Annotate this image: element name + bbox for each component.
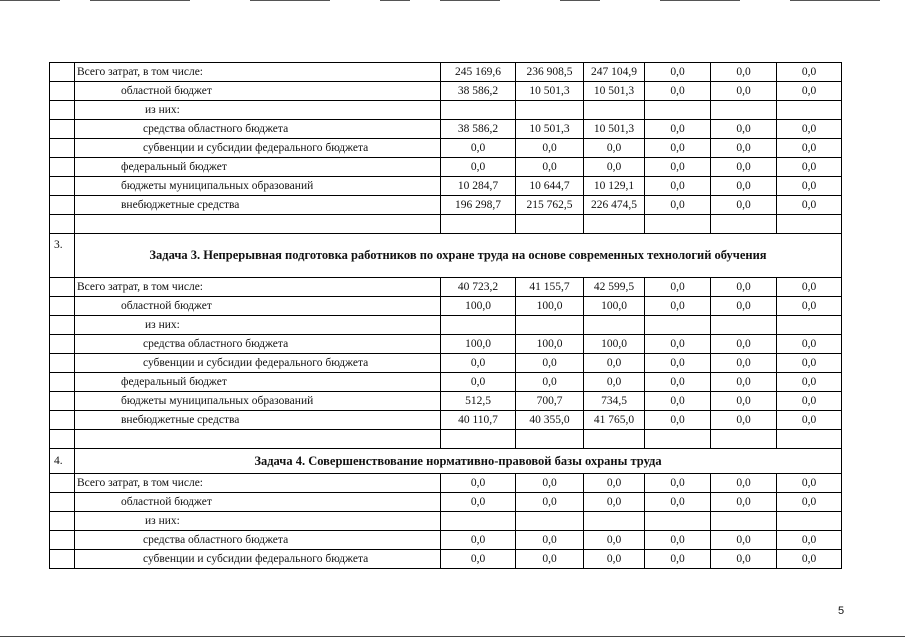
value-cell: 0,0 bbox=[711, 196, 777, 215]
row-label: бюджеты муниципальных образований bbox=[75, 392, 441, 411]
empty-cell bbox=[441, 430, 516, 449]
value-cell: 0,0 bbox=[516, 550, 584, 569]
empty-cell bbox=[777, 215, 842, 234]
value-cell: 38 586,2 bbox=[441, 120, 516, 139]
table-row bbox=[50, 177, 842, 196]
table-row bbox=[50, 335, 842, 354]
row-number-cell bbox=[50, 177, 75, 196]
row-label: областной бюджет bbox=[75, 493, 441, 512]
empty-cell bbox=[441, 215, 516, 234]
value-cell: 0,0 bbox=[777, 411, 842, 430]
value-cell: 0,0 bbox=[777, 63, 842, 82]
value-cell: 215 762,5 bbox=[516, 196, 584, 215]
value-cell bbox=[584, 512, 645, 531]
value-cell: 10 501,3 bbox=[584, 120, 645, 139]
value-cell bbox=[711, 316, 777, 335]
value-cell: 0,0 bbox=[645, 354, 711, 373]
value-cell: 10 501,3 bbox=[584, 82, 645, 101]
task-title: Задача 4. Совершенствование нормативно-правовой базы охраны труда bbox=[75, 449, 842, 474]
value-cell: 0,0 bbox=[584, 531, 645, 550]
row-label: бюджеты муниципальных образований bbox=[75, 177, 441, 196]
row-number-cell bbox=[50, 335, 75, 354]
value-cell: 0,0 bbox=[777, 120, 842, 139]
row-label: федеральный бюджет bbox=[75, 373, 441, 392]
value-cell: 0,0 bbox=[777, 139, 842, 158]
row-label: субвенции и субсидии федерального бюджета bbox=[75, 550, 441, 569]
value-cell: 100,0 bbox=[516, 297, 584, 316]
row-number-cell bbox=[50, 82, 75, 101]
value-cell: 0,0 bbox=[711, 411, 777, 430]
value-cell: 0,0 bbox=[584, 354, 645, 373]
value-cell: 40 723,2 bbox=[441, 278, 516, 297]
page-number: 5 bbox=[838, 605, 845, 617]
table-row bbox=[50, 139, 842, 158]
value-cell bbox=[441, 101, 516, 120]
value-cell: 41 765,0 bbox=[584, 411, 645, 430]
value-cell bbox=[645, 316, 711, 335]
value-cell: 0,0 bbox=[584, 550, 645, 569]
row-label: областной бюджет bbox=[75, 82, 441, 101]
value-cell: 700,7 bbox=[516, 392, 584, 411]
row-label: из них: bbox=[75, 101, 441, 120]
value-cell: 0,0 bbox=[516, 493, 584, 512]
value-cell: 0,0 bbox=[711, 63, 777, 82]
empty-cell bbox=[584, 215, 645, 234]
value-cell: 734,5 bbox=[584, 392, 645, 411]
value-cell: 38 586,2 bbox=[441, 82, 516, 101]
table-row bbox=[50, 63, 842, 82]
value-cell: 0,0 bbox=[711, 392, 777, 411]
value-cell bbox=[777, 316, 842, 335]
value-cell: 0,0 bbox=[516, 373, 584, 392]
row-number-cell bbox=[50, 196, 75, 215]
row-number-cell bbox=[50, 139, 75, 158]
value-cell: 0,0 bbox=[645, 196, 711, 215]
table-row bbox=[50, 373, 842, 392]
empty-cell bbox=[516, 430, 584, 449]
blank-row bbox=[50, 215, 842, 234]
value-cell: 0,0 bbox=[441, 139, 516, 158]
value-cell: 100,0 bbox=[441, 297, 516, 316]
value-cell: 0,0 bbox=[777, 550, 842, 569]
row-label: из них: bbox=[75, 512, 441, 531]
value-cell: 0,0 bbox=[645, 297, 711, 316]
value-cell: 0,0 bbox=[645, 531, 711, 550]
value-cell: 0,0 bbox=[645, 158, 711, 177]
value-cell: 0,0 bbox=[645, 82, 711, 101]
value-cell: 0,0 bbox=[584, 474, 645, 493]
value-cell: 0,0 bbox=[441, 493, 516, 512]
value-cell: 0,0 bbox=[711, 82, 777, 101]
value-cell: 0,0 bbox=[711, 278, 777, 297]
table-row bbox=[50, 550, 842, 569]
value-cell: 0,0 bbox=[711, 373, 777, 392]
value-cell: 40 355,0 bbox=[516, 411, 584, 430]
row-number-cell bbox=[50, 120, 75, 139]
empty-cell bbox=[75, 430, 441, 449]
scan-bottom-edge bbox=[0, 636, 905, 637]
value-cell: 0,0 bbox=[777, 82, 842, 101]
value-cell: 0,0 bbox=[516, 531, 584, 550]
value-cell: 0,0 bbox=[645, 411, 711, 430]
value-cell: 40 110,7 bbox=[441, 411, 516, 430]
row-number-cell bbox=[50, 297, 75, 316]
value-cell: 0,0 bbox=[645, 335, 711, 354]
row-number-cell bbox=[50, 550, 75, 569]
value-cell: 0,0 bbox=[777, 297, 842, 316]
row-number-cell bbox=[50, 101, 75, 120]
value-cell bbox=[777, 101, 842, 120]
row-label: внебюджетные средства bbox=[75, 411, 441, 430]
table-row bbox=[50, 82, 842, 101]
row-number-cell bbox=[50, 411, 75, 430]
value-cell: 0,0 bbox=[441, 373, 516, 392]
value-cell: 0,0 bbox=[645, 278, 711, 297]
blank-row bbox=[50, 430, 842, 449]
value-cell bbox=[584, 101, 645, 120]
value-cell: 0,0 bbox=[516, 158, 584, 177]
value-cell: 0,0 bbox=[777, 335, 842, 354]
value-cell: 0,0 bbox=[584, 493, 645, 512]
table-row bbox=[50, 392, 842, 411]
value-cell: 10 284,7 bbox=[441, 177, 516, 196]
value-cell: 0,0 bbox=[711, 493, 777, 512]
value-cell: 0,0 bbox=[645, 373, 711, 392]
row-label: федеральный бюджет bbox=[75, 158, 441, 177]
value-cell: 0,0 bbox=[711, 531, 777, 550]
table-row bbox=[50, 101, 842, 120]
budget-table bbox=[49, 62, 842, 569]
table-row bbox=[50, 278, 842, 297]
value-cell: 0,0 bbox=[777, 354, 842, 373]
value-cell bbox=[516, 316, 584, 335]
table-row bbox=[50, 411, 842, 430]
value-cell: 247 104,9 bbox=[584, 63, 645, 82]
value-cell: 0,0 bbox=[711, 158, 777, 177]
row-number-cell bbox=[50, 316, 75, 335]
row-label: субвенции и субсидии федерального бюджета bbox=[75, 354, 441, 373]
row-label: внебюджетные средства bbox=[75, 196, 441, 215]
table-row bbox=[50, 512, 842, 531]
table-row bbox=[50, 120, 842, 139]
empty-cell bbox=[50, 430, 75, 449]
value-cell: 10 644,7 bbox=[516, 177, 584, 196]
row-number-cell bbox=[50, 63, 75, 82]
empty-cell bbox=[50, 215, 75, 234]
value-cell: 100,0 bbox=[584, 297, 645, 316]
table-row bbox=[50, 297, 842, 316]
value-cell bbox=[516, 101, 584, 120]
value-cell: 0,0 bbox=[516, 139, 584, 158]
value-cell: 0,0 bbox=[645, 139, 711, 158]
empty-cell bbox=[516, 215, 584, 234]
value-cell bbox=[441, 512, 516, 531]
row-number-cell bbox=[50, 354, 75, 373]
value-cell: 0,0 bbox=[711, 474, 777, 493]
table-row bbox=[50, 493, 842, 512]
row-number-cell bbox=[50, 158, 75, 177]
value-cell: 0,0 bbox=[777, 531, 842, 550]
empty-cell bbox=[584, 430, 645, 449]
value-cell bbox=[516, 512, 584, 531]
row-number-cell bbox=[50, 392, 75, 411]
value-cell: 0,0 bbox=[711, 550, 777, 569]
value-cell bbox=[711, 512, 777, 531]
table-row bbox=[50, 474, 842, 493]
empty-cell bbox=[777, 430, 842, 449]
value-cell bbox=[645, 512, 711, 531]
table-row bbox=[50, 196, 842, 215]
value-cell: 10 501,3 bbox=[516, 120, 584, 139]
value-cell: 100,0 bbox=[516, 335, 584, 354]
value-cell: 42 599,5 bbox=[584, 278, 645, 297]
row-number-cell bbox=[50, 373, 75, 392]
value-cell: 0,0 bbox=[645, 550, 711, 569]
task-title: Задача 3. Непрерывная подготовка работников по охране труда на основе современных технологий обучения bbox=[75, 234, 842, 278]
value-cell: 0,0 bbox=[441, 158, 516, 177]
value-cell bbox=[441, 316, 516, 335]
row-label: Всего затрат, в том числе: bbox=[75, 474, 441, 493]
table-row bbox=[50, 158, 842, 177]
value-cell: 0,0 bbox=[516, 354, 584, 373]
value-cell: 0,0 bbox=[645, 493, 711, 512]
value-cell: 0,0 bbox=[584, 158, 645, 177]
row-label: средства областного бюджета bbox=[75, 120, 441, 139]
row-label: областной бюджет bbox=[75, 297, 441, 316]
value-cell: 100,0 bbox=[584, 335, 645, 354]
value-cell: 0,0 bbox=[711, 354, 777, 373]
value-cell: 0,0 bbox=[441, 474, 516, 493]
value-cell: 0,0 bbox=[711, 297, 777, 316]
task-number: 4. bbox=[50, 449, 75, 474]
row-number-cell bbox=[50, 493, 75, 512]
value-cell bbox=[777, 512, 842, 531]
value-cell: 0,0 bbox=[711, 139, 777, 158]
value-cell: 0,0 bbox=[777, 177, 842, 196]
value-cell: 0,0 bbox=[777, 158, 842, 177]
row-number-cell bbox=[50, 278, 75, 297]
value-cell: 10 129,1 bbox=[584, 177, 645, 196]
empty-cell bbox=[711, 215, 777, 234]
value-cell: 0,0 bbox=[645, 63, 711, 82]
value-cell bbox=[711, 101, 777, 120]
value-cell: 0,0 bbox=[645, 177, 711, 196]
value-cell bbox=[584, 316, 645, 335]
value-cell: 0,0 bbox=[516, 474, 584, 493]
empty-cell bbox=[645, 215, 711, 234]
value-cell: 0,0 bbox=[584, 139, 645, 158]
row-label: Всего затрат, в том числе: bbox=[75, 278, 441, 297]
row-label: средства областного бюджета bbox=[75, 531, 441, 550]
value-cell: 0,0 bbox=[711, 335, 777, 354]
value-cell: 100,0 bbox=[441, 335, 516, 354]
value-cell: 0,0 bbox=[711, 120, 777, 139]
value-cell: 0,0 bbox=[777, 196, 842, 215]
table-row bbox=[50, 316, 842, 335]
value-cell: 0,0 bbox=[645, 474, 711, 493]
value-cell: 0,0 bbox=[777, 493, 842, 512]
scan-top-edge bbox=[0, 0, 905, 2]
table-row bbox=[50, 531, 842, 550]
row-label: из них: bbox=[75, 316, 441, 335]
table-row bbox=[50, 354, 842, 373]
task-number: 3. bbox=[50, 234, 75, 278]
value-cell: 10 501,3 bbox=[516, 82, 584, 101]
value-cell: 0,0 bbox=[777, 373, 842, 392]
value-cell: 0,0 bbox=[645, 120, 711, 139]
row-number-cell bbox=[50, 531, 75, 550]
value-cell: 0,0 bbox=[645, 392, 711, 411]
value-cell: 0,0 bbox=[777, 392, 842, 411]
value-cell: 226 474,5 bbox=[584, 196, 645, 215]
value-cell: 0,0 bbox=[711, 177, 777, 196]
empty-cell bbox=[75, 215, 441, 234]
value-cell: 41 155,7 bbox=[516, 278, 584, 297]
budget-table-body bbox=[50, 63, 842, 569]
task-header-row bbox=[50, 449, 842, 474]
value-cell: 0,0 bbox=[441, 531, 516, 550]
row-number-cell bbox=[50, 512, 75, 531]
value-cell: 0,0 bbox=[584, 373, 645, 392]
value-cell: 512,5 bbox=[441, 392, 516, 411]
row-number-cell bbox=[50, 474, 75, 493]
empty-cell bbox=[711, 430, 777, 449]
value-cell: 245 169,6 bbox=[441, 63, 516, 82]
task-header-row bbox=[50, 234, 842, 278]
value-cell: 0,0 bbox=[441, 550, 516, 569]
empty-cell bbox=[645, 430, 711, 449]
value-cell: 196 298,7 bbox=[441, 196, 516, 215]
row-label: субвенции и субсидии федерального бюджета bbox=[75, 139, 441, 158]
value-cell: 0,0 bbox=[777, 474, 842, 493]
row-label: средства областного бюджета bbox=[75, 335, 441, 354]
value-cell: 236 908,5 bbox=[516, 63, 584, 82]
value-cell: 0,0 bbox=[441, 354, 516, 373]
value-cell bbox=[645, 101, 711, 120]
row-label: Всего затрат, в том числе: bbox=[75, 63, 441, 82]
value-cell: 0,0 bbox=[777, 278, 842, 297]
